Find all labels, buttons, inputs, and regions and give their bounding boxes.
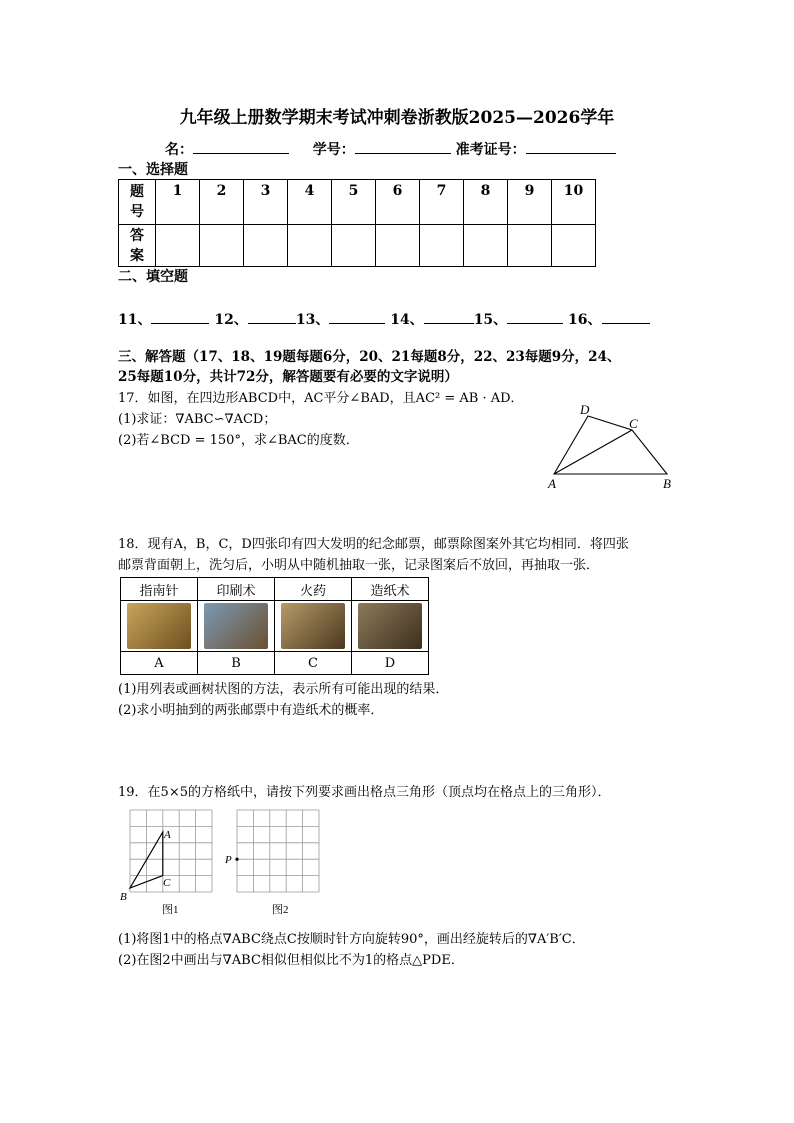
stamp-name: 指南针 xyxy=(121,578,198,601)
answer-cell[interactable] xyxy=(420,225,464,267)
stamp-table xyxy=(120,577,429,675)
question-number: 1 xyxy=(156,180,200,225)
stamp-compass-image xyxy=(127,603,191,649)
fill-blank[interactable] xyxy=(248,309,296,324)
question-number: 6 xyxy=(376,180,420,225)
name-blank[interactable] xyxy=(193,139,289,154)
stamp-letter: D xyxy=(352,652,429,675)
stamp-cell xyxy=(121,601,198,652)
stamp-name: 造纸术 xyxy=(352,578,429,601)
stamp-cell xyxy=(352,601,429,652)
question-number: 8 xyxy=(464,180,508,225)
answer-cell[interactable] xyxy=(244,225,288,267)
section-choice-heading: 一、选择题 xyxy=(118,162,188,178)
answer-cell[interactable] xyxy=(508,225,552,267)
id-label: 学号： xyxy=(312,142,355,158)
q18-part2: (2)求小明抽到的两张邮票中有造纸术的概率． xyxy=(118,703,384,718)
grid-figure-1 xyxy=(120,810,212,916)
exam-blank[interactable] xyxy=(526,139,616,154)
answer-cell[interactable] xyxy=(200,225,244,267)
answer-cell[interactable] xyxy=(376,225,420,267)
q19-part2: (2)在图2中画出与∇ABC相似但相似比不为1的格点△PDE． xyxy=(118,953,464,968)
question-number: 4 xyxy=(288,180,332,225)
answer-cell[interactable] xyxy=(464,225,508,267)
exam-label: 准考证号： xyxy=(455,142,526,158)
question-number: 5 xyxy=(332,180,376,225)
stamp-cell xyxy=(198,601,275,652)
q19-stem: 19．在5×5的方格纸中，请按下列要求画出格点三角形（顶点均在格点上的三角形）． xyxy=(118,785,611,800)
question-number: 10 xyxy=(552,180,596,225)
id-blank[interactable] xyxy=(355,139,451,154)
fill-item-label: 12、 xyxy=(214,312,248,328)
fill-blank[interactable] xyxy=(424,309,474,324)
answer-table xyxy=(118,179,596,267)
stamp-name: 印刷术 xyxy=(198,578,275,601)
q17-stem: 17．如图，在四边形ABCD中，AC平分∠BAD，且AC² = AB · AD． xyxy=(118,391,524,406)
answer-cell[interactable] xyxy=(332,225,376,267)
q19-part1: (1)将图1中的格点∇ABC绕点C按顺时针方向旋转90°，画出经旋转后的∇A′B′C． xyxy=(118,932,585,947)
label-c: C xyxy=(163,877,171,889)
row-header-number: 题号 xyxy=(119,180,156,225)
stamp-printing-image xyxy=(204,603,268,649)
fill-blank-line xyxy=(118,309,650,329)
row-header-answer: 答案 xyxy=(119,225,156,267)
question-number: 9 xyxy=(508,180,552,225)
quadrilateral-abcd xyxy=(554,416,667,474)
fill-blank[interactable] xyxy=(151,309,209,324)
fill-item-label: 15、 xyxy=(473,312,508,328)
label-a: A xyxy=(164,829,171,841)
stamp-gunpowder-image xyxy=(281,603,345,649)
fill-item-label: 11、 xyxy=(118,312,152,328)
stamp-papermaking-image xyxy=(358,603,422,649)
answer-cell[interactable] xyxy=(552,225,596,267)
label-c: C xyxy=(629,416,638,431)
grid-figure-2 xyxy=(224,810,319,916)
question-number: 3 xyxy=(244,180,288,225)
label-b: B xyxy=(120,891,127,903)
section-solve-heading-line1: 三、解答题（17、18、19题每题6分，20、21每题8分，22、23每题9分，24、 xyxy=(118,349,621,365)
label-b: B xyxy=(663,476,671,491)
fill-blank[interactable] xyxy=(602,309,650,324)
question-number: 2 xyxy=(200,180,244,225)
label-d: D xyxy=(580,402,590,417)
q17-part2: (2)若∠BCD = 150°，求∠BAC的度数． xyxy=(118,433,359,448)
fill-item-label: 14、 xyxy=(390,312,424,328)
q18-stem-line1: 18．现有A，B，C，D四张印有四大发明的纪念邮票，邮票除图案外其它均相同．将四张 xyxy=(118,537,629,552)
stamp-name: 火药 xyxy=(275,578,352,601)
section-fill-heading: 二、填空题 xyxy=(118,269,188,285)
fill-blank[interactable] xyxy=(329,309,385,324)
point-p xyxy=(235,858,238,861)
q18-stem-line2: 邮票背面朝上，洗匀后，小明从中随机抽取一张，记录图案后不放回，再抽取一张． xyxy=(118,558,600,573)
q19-grid-figures xyxy=(115,802,345,920)
page-title: 九年级上册数学期末考试冲刺卷浙教版2025—2026学年 xyxy=(179,108,615,128)
diagonal-ac xyxy=(554,430,632,474)
stamp-letter: A xyxy=(121,652,198,675)
stamp-cell xyxy=(275,601,352,652)
q17-part1: (1)求证：∇ABC∽∇ACD； xyxy=(118,412,277,427)
fig2-caption: 图2 xyxy=(272,904,289,916)
name-label: 名： xyxy=(165,142,193,158)
answer-cell[interactable] xyxy=(288,225,332,267)
fill-item-label: 16、 xyxy=(568,312,602,328)
fill-blank[interactable] xyxy=(507,309,563,324)
q18-part1: (1)用列表或画树状图的方法，表示所有可能出现的结果． xyxy=(118,682,449,697)
section-solve-heading-line2: 25每题10分，共计72分，解答题要有必要的文字说明） xyxy=(118,369,458,385)
question-number: 7 xyxy=(420,180,464,225)
fill-item-label: 13、 xyxy=(295,312,330,328)
answer-cell[interactable] xyxy=(156,225,200,267)
stamp-letter: B xyxy=(198,652,275,675)
label-p: P xyxy=(225,854,232,866)
stamp-letter: C xyxy=(275,652,352,675)
q17-quadrilateral-figure xyxy=(540,400,680,492)
label-a: A xyxy=(548,476,556,491)
student-info-line xyxy=(165,139,616,159)
fig1-caption: 图1 xyxy=(162,904,179,916)
